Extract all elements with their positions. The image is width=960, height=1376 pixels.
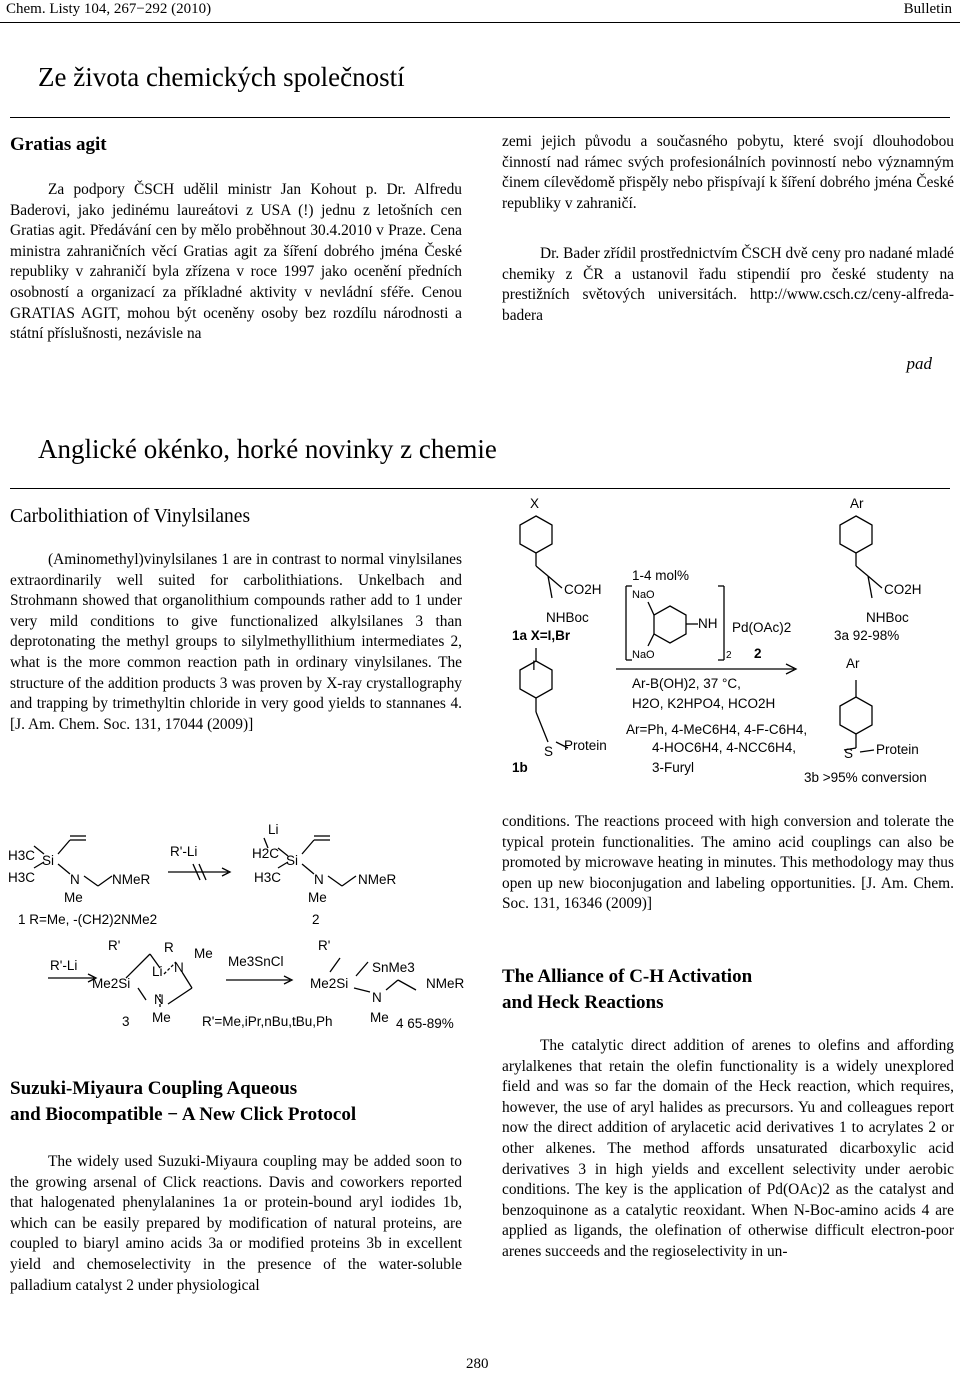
rprime-definition: R'=Me,iPr,nBu,tBu,Ph bbox=[202, 1014, 333, 1029]
n-label: N bbox=[314, 872, 324, 887]
ar-definition-1: Ar=Ph, 4-MeC6H4, 4-F-C6H4, bbox=[626, 722, 808, 737]
ar-definition-3: 3-Furyl bbox=[652, 760, 695, 775]
n-label: N bbox=[70, 872, 80, 887]
catalyst-2-label: 2 bbox=[754, 646, 762, 661]
h3c-label: H3C bbox=[8, 848, 36, 863]
si-label: Si bbox=[42, 853, 55, 868]
compound-1a-label: 1a X=I,Br bbox=[512, 628, 571, 643]
compound-3a-label: 3a 92-98% bbox=[834, 628, 900, 643]
section-title-news: Anglické okénko, horké novinky z chemie bbox=[38, 434, 497, 464]
catalyst-loading: 1-4 mol% bbox=[632, 568, 690, 583]
co2h-label: CO2H bbox=[564, 582, 602, 597]
s-label: S bbox=[544, 744, 554, 759]
gratias-paragraph-1: Za podpory ČSCH udělil ministr Jan Kohout p. Dr. Alfredu Baderovi, jako jedinému laureátovi z USA (!) jednu z letošních cen Gratias agit. Předávání cen by mělo proběhnout 30.4.2010 v Praze. Cena ministra zahraničních věcí Gratias agit za šíření dobrého jména České republiky v zahraničí byla zřízena v roce 1997 jako ocenění předních osobností a organizací za příkladné aktivity v nevládní sféře. Cenou GRATIAS AGIT, mohou být oceněny osoby bez rozdílu národnosti a státní příslušnosti, nezávisle na bbox=[10, 181, 462, 343]
li-label: Li bbox=[152, 964, 163, 979]
rprime-label: R' bbox=[108, 938, 121, 953]
me-label: Me bbox=[308, 890, 327, 905]
me-label: Me bbox=[64, 890, 83, 905]
h3c-label: H3C bbox=[8, 870, 36, 885]
suzuki-title-line-2: and Biocompatible − A New Click Protocol bbox=[10, 1104, 357, 1125]
nmer-label: NMeR bbox=[112, 872, 151, 887]
pdoac-label: Pd(OAc)2 bbox=[732, 620, 792, 635]
journal-citation: Chem. Listy 104, 267−292 (2010) bbox=[6, 1, 212, 17]
nh-label: NH bbox=[698, 616, 718, 631]
me-label: Me bbox=[370, 1010, 389, 1025]
nhboc-label: NHBoc bbox=[546, 610, 589, 625]
suzuki-paragraph-cont: conditions. The reactions proceed with high conversion and tolerate the typical protein functionalities. The amino acid couplings can also be promoted by microwave heating in minutes. This methodology may thus open up new bioconjugation and labeling opportunities. [J. Am. Chem. Soc. 131, 16346 (2009)] bbox=[502, 813, 954, 913]
s-label: S bbox=[844, 746, 854, 761]
reagent-me3sncl: Me3SnCl bbox=[228, 954, 284, 969]
nao-label: NaO bbox=[632, 589, 655, 601]
ar-label: Ar bbox=[850, 496, 864, 511]
li-label: Li bbox=[268, 822, 279, 837]
article-title-alliance bbox=[502, 964, 752, 1016]
nao-label: NaO bbox=[632, 649, 655, 661]
nmer-label: NMeR bbox=[358, 872, 397, 887]
compound-3-label: 3 bbox=[122, 1014, 130, 1029]
subscript-2: 2 bbox=[726, 650, 732, 661]
ar-definition-2: 4-HOC6H4, 4-NCC6H4, bbox=[652, 740, 797, 755]
n-label: N bbox=[372, 990, 382, 1005]
condition-line-2: H2O, K2HPO4, HCO2H bbox=[632, 696, 776, 711]
compound-1-label: 1 R=Me, -(CH2)2NMe2 bbox=[18, 912, 158, 927]
snme3-label: SnMe3 bbox=[372, 960, 415, 975]
condition-line-1: Ar-B(OH)2, 37 °C, bbox=[632, 676, 741, 691]
co2h-label: CO2H bbox=[884, 582, 922, 597]
alliance-title-line-1: The Alliance of C-H Activation bbox=[502, 966, 753, 987]
alliance-paragraph: The catalytic direct addition of arenes to olefins and affording arylalkenes that retain the olefin functionality is a widely unexplored field and was so far the domain of the Heck reaction, which requires, however, the use of aryl halides as precursors. Yu and colleagues report now the direct addition of arylacetic acid derivatives 1 to acrylates 2 or other alkenes. The method affords unsaturated dicarboxylic acid derivatives 3 in high yields and excellent selectivity under aerobic conditions. The key is the application of Pd(OAc)2 as the catalyst and benzoquinone as a catalytic reoxidant. When N-Boc-amino acids 4 are applied as ligands, the olefination of otherwise difficult electron-poor arenes succeeds and the regioselectivity in un- bbox=[502, 1037, 954, 1260]
me-label: Me bbox=[152, 1010, 171, 1025]
suzuki-title-line-1: Suzuki-Miyaura Coupling Aqueous bbox=[10, 1078, 298, 1099]
article-title-carbolithiation: Carbolithiation of Vinylsilanes bbox=[10, 506, 251, 527]
reagent-rli: R'-Li bbox=[170, 844, 198, 859]
article-title-suzuki bbox=[10, 1076, 356, 1128]
n-label: N bbox=[174, 960, 184, 975]
carbolithiation-paragraph: (Aminomethyl)vinylsilanes 1 are in contrast to normal vinylsilanes extraordinarily well suited for carbolithiations. Unkelbach and Strohmann showed that organolithium compounds rather add to 1 under very mild conditions to give functionalized alkylsilanes 3 than deprotonating the methyl groups to silylmethyllithium intermediates 2, what is the more common reaction path in ordinary vinylsilanes. The structure of the addition products 3 was proven by X-ray crystallography and trapping by trimethyltin chloride in very good yields to stannanes 4. [J. Am. Chem. Soc. 131, 17044 (2009)] bbox=[10, 551, 462, 733]
n-label: N bbox=[154, 992, 164, 1007]
carbolithiation-scheme bbox=[0, 812, 490, 1034]
me2si-label: Me2Si bbox=[92, 976, 131, 991]
h3c-label: H3C bbox=[254, 870, 282, 885]
rprime-label: R' bbox=[318, 938, 331, 953]
nhboc-label: NHBoc bbox=[866, 610, 909, 625]
section-divider bbox=[10, 117, 950, 118]
suzuki-paragraph: The widely used Suzuki-Miyaura coupling may be added soon to the growing arsenal of Click reactions. Davis and coworkers reported that halogenated phenylalanines 1a or protein-bound aryl iodides 1b, which can be easily prepared by modification of natural proteins, are coupled to biaryl amino acids 3a or modified proteins 3b in excellent yield and chemoselectivity in the presence of the water-soluble palladium catalyst 2 under physiological bbox=[10, 1153, 462, 1294]
section-title-society: Ze života chemických společností bbox=[38, 62, 405, 92]
me2si-label: Me2Si bbox=[310, 976, 349, 991]
article-title-gratias: Gratias agit bbox=[10, 134, 107, 155]
author-signature: pad bbox=[906, 354, 932, 373]
ar-label: Ar bbox=[846, 656, 860, 671]
protein-label: Protein bbox=[876, 742, 919, 757]
compound-1b-label: 1b bbox=[512, 760, 528, 775]
x-label: X bbox=[530, 496, 540, 511]
r-label: R bbox=[164, 940, 174, 955]
alliance-title-line-2: and Heck Reactions bbox=[502, 992, 664, 1013]
running-header bbox=[0, 0, 960, 23]
i-label: I bbox=[532, 658, 536, 673]
nmer-label: NMeR bbox=[426, 976, 465, 991]
section-label: Bulletin bbox=[903, 1, 952, 17]
protein-label: Protein bbox=[564, 738, 607, 753]
h2c-label: H2C bbox=[252, 846, 280, 861]
compound-3b-label: 3b >95% conversion bbox=[804, 770, 927, 785]
gratias-paragraph-1-cont: zemi jejich původu a současného pobytu, které svojí dlouhodobou činností nad rámec svých profesionálních povinností nebo významným činem cílevědomě přispěly nebo přispívají k šíření dobrého jména České republiky v zahraničí. bbox=[502, 133, 954, 212]
me-label: Me bbox=[194, 946, 213, 961]
reagent-rli: R'-Li bbox=[50, 958, 78, 973]
si-label: Si bbox=[286, 853, 299, 868]
page-number: 280 bbox=[466, 1356, 489, 1372]
compound-2-label: 2 bbox=[312, 912, 320, 927]
gratias-paragraph-2: Dr. Bader zřídil prostřednictvím ČSCH dvě ceny pro nadané mladé chemiky z ČR a ustanovil řadu stipendií pro české studenty na prestižních světových universitách. http://www.csch.cz/ceny-alfreda-badera bbox=[502, 245, 954, 324]
compound-4-label: 4 65-89% bbox=[396, 1016, 454, 1031]
section-divider bbox=[10, 488, 950, 489]
suzuki-scheme bbox=[498, 494, 956, 794]
